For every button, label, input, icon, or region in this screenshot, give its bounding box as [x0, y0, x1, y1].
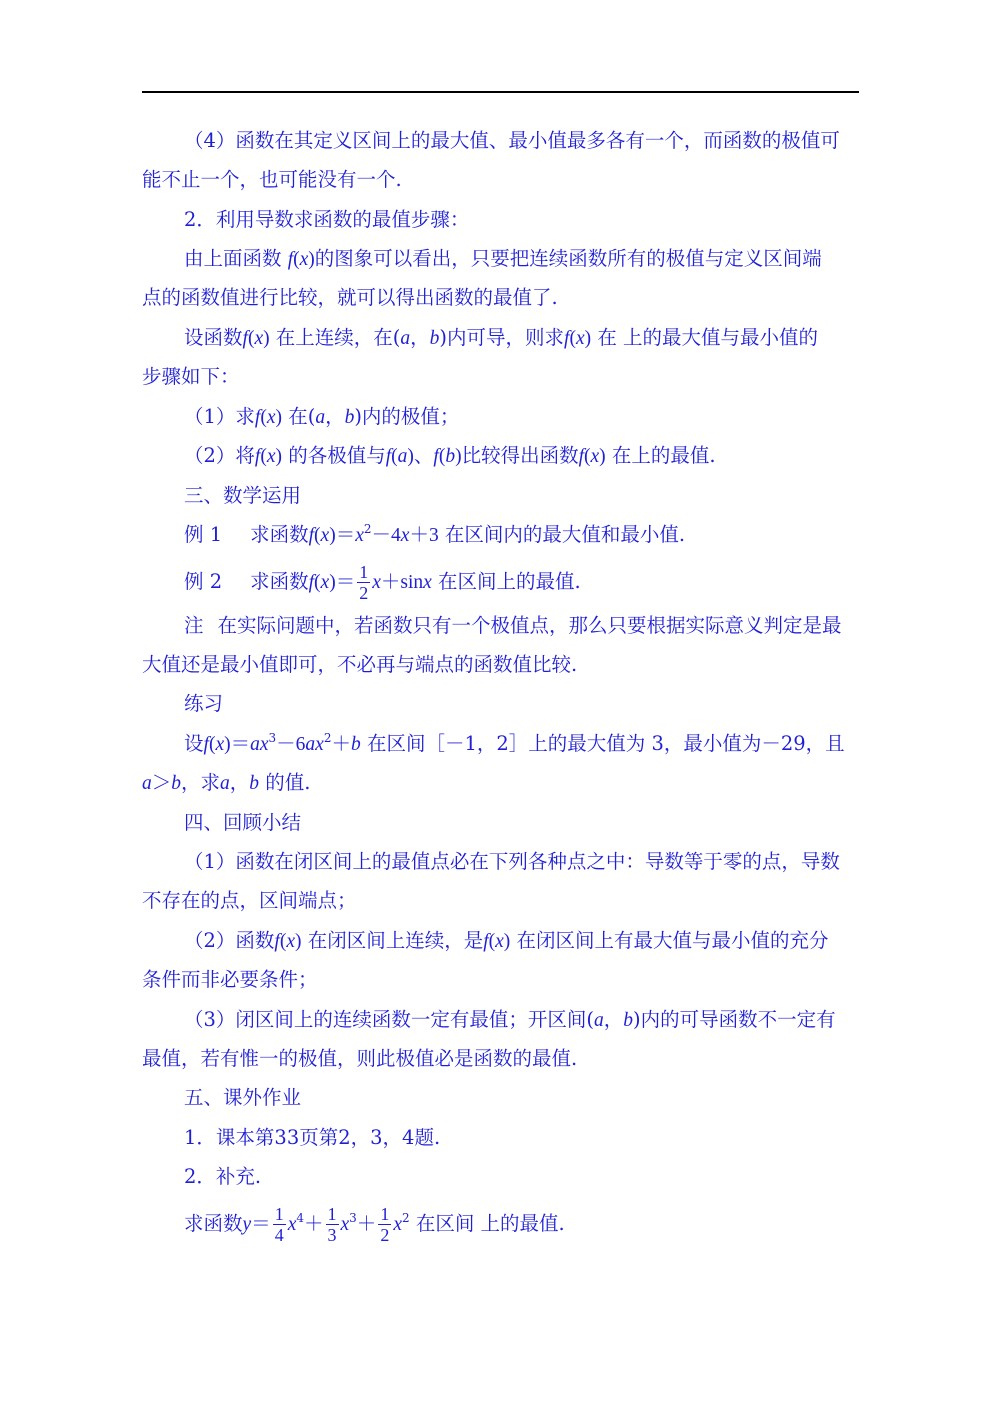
header-rule — [142, 91, 859, 93]
fraction-third: $\frac{1}{3}$ — [327, 1204, 337, 1245]
section5-heading: 五、课外作业 — [184, 1086, 302, 1109]
homework-2: 2．补充. — [184, 1165, 262, 1188]
review2-line1: （2）函数f(x) 在闭区间上连续，是f(x) 在闭区间上有最大值与最小值的充分 — [184, 929, 829, 952]
step1: （1）求f(x) 在(a，b)内的极值； — [184, 405, 460, 428]
review1-line1: （1）函数在闭区间上的最值点必在下列各种点之中：导数等于零的点，导数 — [184, 850, 840, 873]
section2-heading: 2．利用导数求函数的最值步骤： — [184, 208, 470, 231]
example2: 例 2 求函数f(x)＝ $\frac{1}{2}$ x＋sinx 在区间上的最值. — [184, 562, 581, 603]
practice-line2: a＞b，求a，b 的值. — [142, 771, 311, 794]
review1-line2: 不存在的点，区间端点； — [142, 889, 357, 912]
setup-line1: 设函数f(x) 在上连续，在(a，b)内可导，则求f(x) 在 上的最大值与最小值的 — [184, 326, 819, 349]
intro-line1: 由上面函数 f(x)的图象可以看出，只要把连续函数所有的极值与定义区间端 — [184, 247, 822, 270]
practice-line1: 设$f(x)=ax^3-6ax^2+b$ 在区间［－1，2］上的最大值为 3，最小值为－29，且 — [184, 731, 845, 755]
note-line2: 大值还是最小值即可，不必再与端点的函数值比较. — [142, 653, 578, 676]
section4-heading: 四、回顾小结 — [184, 811, 302, 834]
p4-line1: （4）函数在其定义区间上的最大值、最小值最多各有一个，而函数的极值可 — [184, 129, 840, 152]
review3-line2: 最值，若有惟一的极值，则此极值必是函数的最值. — [142, 1047, 578, 1070]
practice-heading: 练习 — [184, 692, 224, 715]
homework-1: 1．课本第33页第2，3，4题. — [184, 1126, 441, 1149]
intro-line2: 点的函数值进行比较，就可以得出函数的最值了. — [142, 286, 558, 309]
p4-line2: 能不止一个，也可能没有一个. — [142, 168, 402, 191]
note-line1: 注 在实际问题中，若函数只有一个极值点，那么只要根据实际意义判定是最 — [184, 614, 842, 637]
fraction-half: $\frac{1}{2}$ — [359, 562, 369, 603]
review2-line2: 条件而非必要条件； — [142, 968, 318, 991]
supplement-question: 求函数y＝ $\frac{1}{4}$ $x^4+$ $\frac{1}{3}$ $x^3+$ $\frac{1}{2}$ $x^2$ 在区间 上的最值. — [184, 1204, 565, 1245]
setup-line2: 步骤如下： — [142, 365, 240, 388]
fraction-half-2: $\frac{1}{2}$ — [380, 1204, 390, 1245]
review3-line1: （3）闭区间上的连续函数一定有最值；开区间(a，b)内的可导函数不一定有 — [184, 1008, 836, 1031]
section3-heading: 三、数学运用 — [184, 484, 302, 507]
example1: 例 1 求函数$f(x)=x^2-4x+3$ 在区间内的最大值和最小值. — [184, 522, 686, 546]
fraction-quarter: $\frac{1}{4}$ — [274, 1204, 284, 1245]
step2: （2）将f(x) 的各极值与f(a)、f(b)比较得出函数f(x) 在上的最值. — [184, 444, 716, 467]
